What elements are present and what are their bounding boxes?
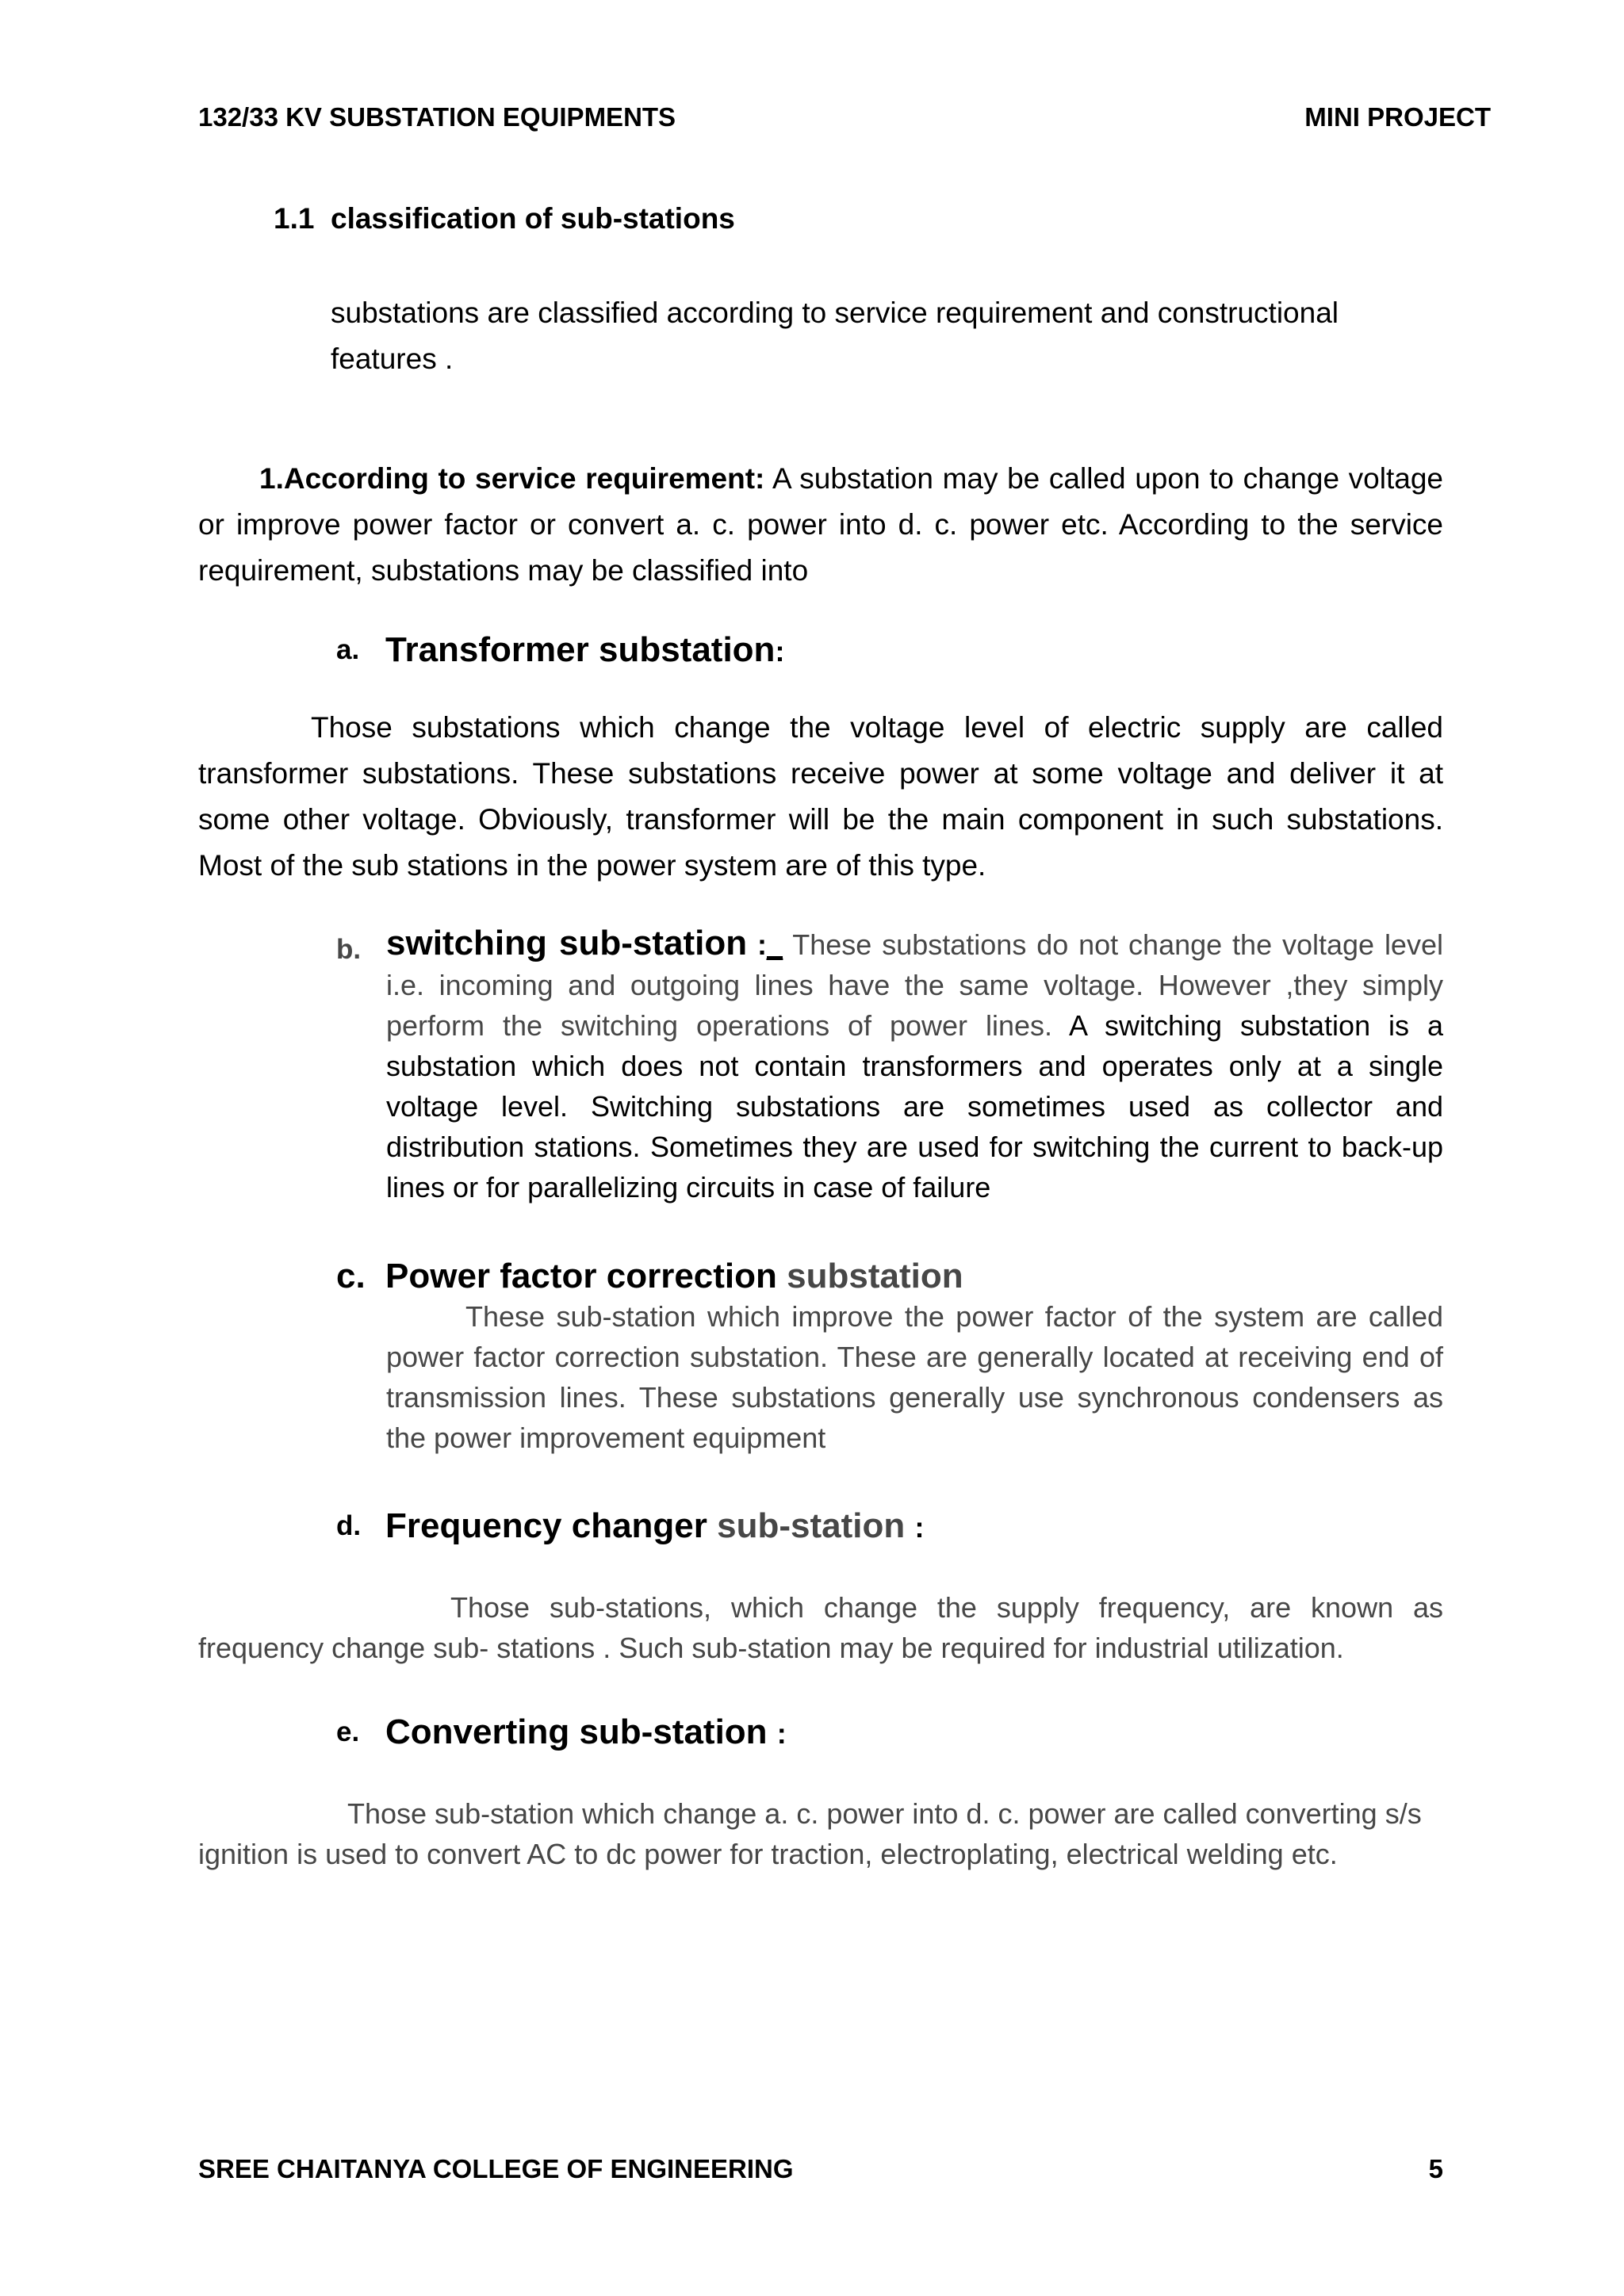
item-b-underscore: _ [767,928,783,961]
item-e-letter: e. [336,1716,360,1747]
service-requirement-label: 1.According to service requirement: [259,462,765,495]
item-c-title-wrap [385,1253,963,1300]
service-requirement-text: A substation may be called upon to change voltage or improve power factor or convert a. c. power into d. c. power etc. According to the service requirement, substations may be classified into [198,462,1443,587]
section-heading [274,201,735,236]
item-e-colon: : [776,1717,787,1750]
item-a-title: Transformer substation [385,630,776,669]
item-a-title-wrap [385,626,784,675]
item-b-text-black: A switching substation is a substation which does not contain transformers and operates only at a single voltage level. Switching substations are sometimes used as collector and distribution stations. Sometimes they are used for switching the current to back-up lines or for parallelizing circuits in case of failure [386,1009,1444,1203]
item-e-heading [336,1709,787,1762]
item-d-title-grey: sub-station [717,1506,906,1545]
page-number: 5 [1428,2154,1443,2183]
item-e-text: Those sub-station which change a. c. power into d. c. power are called converting s/s ignition is used to convert AC to dc power for traction, electroplating, electrical welding etc. [198,1797,1422,1870]
intro-line-1: substations are classified according to service requirement and constructional [331,297,1339,329]
service-requirement-paragraph [198,456,1443,594]
item-c-text: These sub-station which improve the power factor of the system are called power factor correction substation. These are generally located at receiving end of transmission lines. These substations generally use synchronous condensers as the power improvement equipment [386,1300,1443,1454]
item-c-letter: c. [336,1257,366,1295]
item-b-letter: b. [336,934,362,965]
footer-left: SREE CHAITANYA COLLEGE OF ENGINEERING [198,2154,794,2183]
header-right: MINI PROJECT [1304,102,1491,132]
item-a-heading [336,626,785,679]
item-a-text: Those substations which change the voltage level of electric supply are called transformer substations. These substations receive power at some voltage and deliver it at some other voltage. Obviously, transformer will be the main component in such substations. Most of the sub stations in the power system are of this type. [198,711,1443,882]
item-d-letter: d. [336,1510,362,1541]
item-d-text: Those sub-stations, which change the supply frequency, are known as frequency change sub- stations . Such sub-station may be required for industrial utilization. [198,1591,1443,1664]
item-e-title: Converting sub-station [385,1712,768,1751]
item-d-colon: : [914,1511,925,1544]
section-number: 1.1 [274,202,315,235]
item-a-colon: : [775,635,785,668]
item-c-heading [336,1253,963,1308]
intro-line-2: features . [331,342,454,375]
item-d-title-wrap [385,1502,924,1552]
item-c-title-grey: substation [787,1257,963,1295]
item-b-title: switching sub-station [386,924,748,962]
header-left: 132/33 KV SUBSTATION EQUIPMENTS [198,102,676,132]
item-d-heading [336,1502,925,1556]
item-b-text-grey: These substations do not change the voltage level i.e. incoming and outgoing lines have the same voltage. However ,they simply perform the switching operations of power lines. [386,928,1443,1042]
item-b-paragraph [386,923,1443,1207]
section-intro [331,290,1441,382]
item-a-letter: a. [336,634,360,665]
item-d-title-black: Frequency changer [385,1506,707,1545]
item-e-title-wrap [385,1709,787,1758]
section-title: classification of sub-stations [331,202,735,235]
item-b-colon: : [757,928,767,961]
item-c-title-black: Power factor correction [385,1257,777,1295]
